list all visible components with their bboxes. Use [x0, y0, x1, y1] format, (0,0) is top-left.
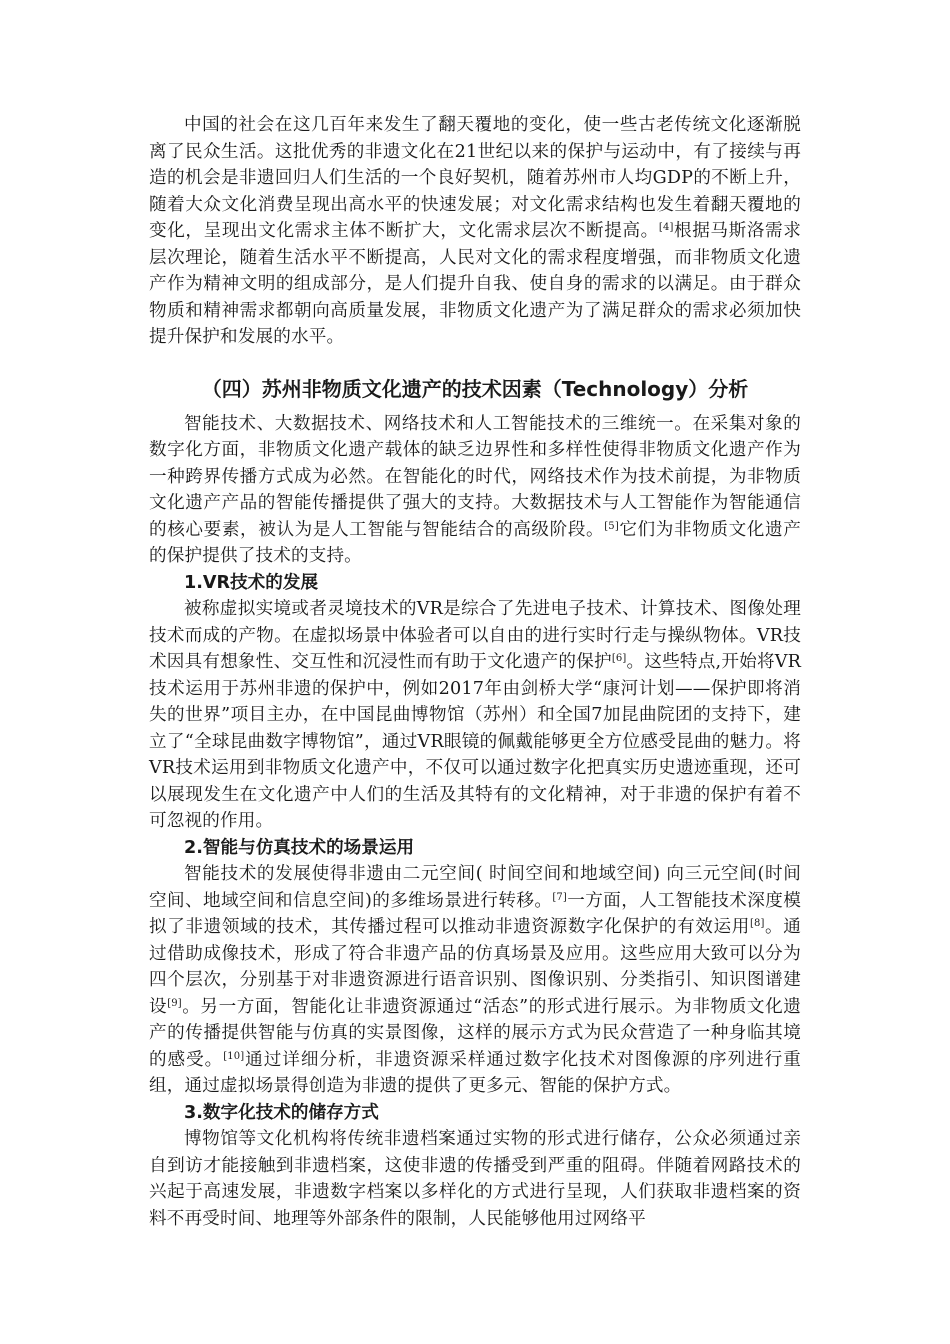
citation-ref: [8]	[749, 918, 765, 929]
citation-ref: [5]	[604, 520, 619, 532]
subsection-heading: 2.智能与仿真技术的场景运用	[184, 837, 415, 858]
document-body	[149, 112, 801, 1232]
body-paragraph: 智能技术、大数据技术、网络技术和人工智能技术的三维统一。在采集对象的数字化方面，非物质文化遗产载体的缺乏边界性和多样性使得非物质文化遗产作为一种跨界传播方式成为必然。在智能化的时代，网络技术作为技术前提，为非物质文化遗产产品的智能传播提供了强大的支持。大数据技术与人工智能作为智能通信的核心要素，被认为是人工智能与智能结合的高级阶段。[5]它们为非物质文化遗产的保护提供了技术的支持。	[149, 413, 801, 566]
citation-ref: [9]	[167, 997, 182, 1009]
citation-ref: [6]	[611, 653, 627, 664]
body-paragraph: 被称虚拟实境或者灵境技术的VR是综合了先进电子技术、计算技术、图像处理技术而成的产物。在虚拟场景中体验者可以自由的进行实时行走与操纵物体。VR技术因具有想象性、交互性和沉浸性而有助于文化遗产的保护[6]。这些特点,开始将VR技术运用于苏州非遗的保护中，例如2017年由剑桥大学“康河计划——保护即将消失的世界”项目主办，在中国昆曲博物馆（苏州）和全国7加昆曲院团的支持下，建立了“全球昆曲数字博物馆”，通过VR眼镜的佩戴能够更全方位感受昆曲的魅力。将VR技术运用到非物质文化遗产中，不仅可以通过数字化把真实历史遗迹重现，还可以展现发生在文化遗产中人们的生活及其特有的文化精神，对于非遗的保护有着不可忽视的作用。	[149, 599, 801, 831]
subsection-heading: 1.VR技术的发展	[184, 572, 319, 593]
citation-ref: [10]	[223, 1050, 245, 1062]
body-paragraph: 博物馆等文化机构将传统非遗档案通过实物的形式进行储存，公众必须通过亲自到访才能接触到非遗档案，这使非遗的传播受到严重的阻碍。伴随着网路技术的兴起于高速发展，非遗数字档案以多样化的方式进行呈现，人们获取非遗档案的资料不再受时间、地理等外部条件的限制，人民能够他用过网络平	[149, 1129, 801, 1229]
body-paragraph: 中国的社会在这几百年来发生了翻天覆地的变化，使一些古老传统文化逐渐脱离了民众生活。这批优秀的非遗文化在21世纪以来的保护与运动中，有了接续与再造的机会是非遗回归人们生活的一个良好契机，随着苏州市人均GDP的不断上升，随着大众文化消费呈现出高水平的快速发展；对文化需求结构也发生着翻天覆地的变化，呈现出文化需求主体不断扩大，文化需求层次不断提高。[4]根据马斯洛需求层次理论，随着生活水平不断提高，人民对文化的需求程度增强，而非物质文化遗产作为精神文明的组成部分，是人们提升自我、使自身的需求的以满足。由于群众物质和精神需求都朝向高质量发展，非物质文化遗产为了满足群众的需求必须加快提升保护和发展的水平。	[149, 115, 801, 347]
citation-ref: [7]	[552, 891, 567, 903]
citation-ref: [4]	[658, 222, 674, 233]
subsection-heading: 3.数字化技术的储存方式	[184, 1102, 379, 1123]
body-paragraph: 智能技术的发展使得非遗由二元空间( 时间空间和地域空间) 向三元空间(时间空间、地域空间和信息空间)的多维场景进行转移。[7]一方面，人工智能技术深度模拟了非遗领域的技术，其传播过程可以推动非遗资源数字化保护的有效运用[8]。通过借助成像技术，形成了符合非遗产品的仿真场景及应用。这些应用大致可以分为四个层次，分别基于对非遗资源进行语音识别、图像识别、分类指引、知识图谱建设[9]。另一方面，智能化让非遗资源通过“活态”的形式进行展示。为非物质文化遗产的传播提供智能与仿真的实景图像，这样的展示方式为民众营造了一种身临其境的感受。[10]通过详细分析，非遗资源采样通过数字化技术对图像源的序列进行重组，通过虚拟场景得创造为非遗的提供了更多元、智能的保护方式。	[149, 864, 801, 1096]
section-heading: （四）苏州非物质文化遗产的技术因素（Technology）分析	[201, 376, 749, 401]
